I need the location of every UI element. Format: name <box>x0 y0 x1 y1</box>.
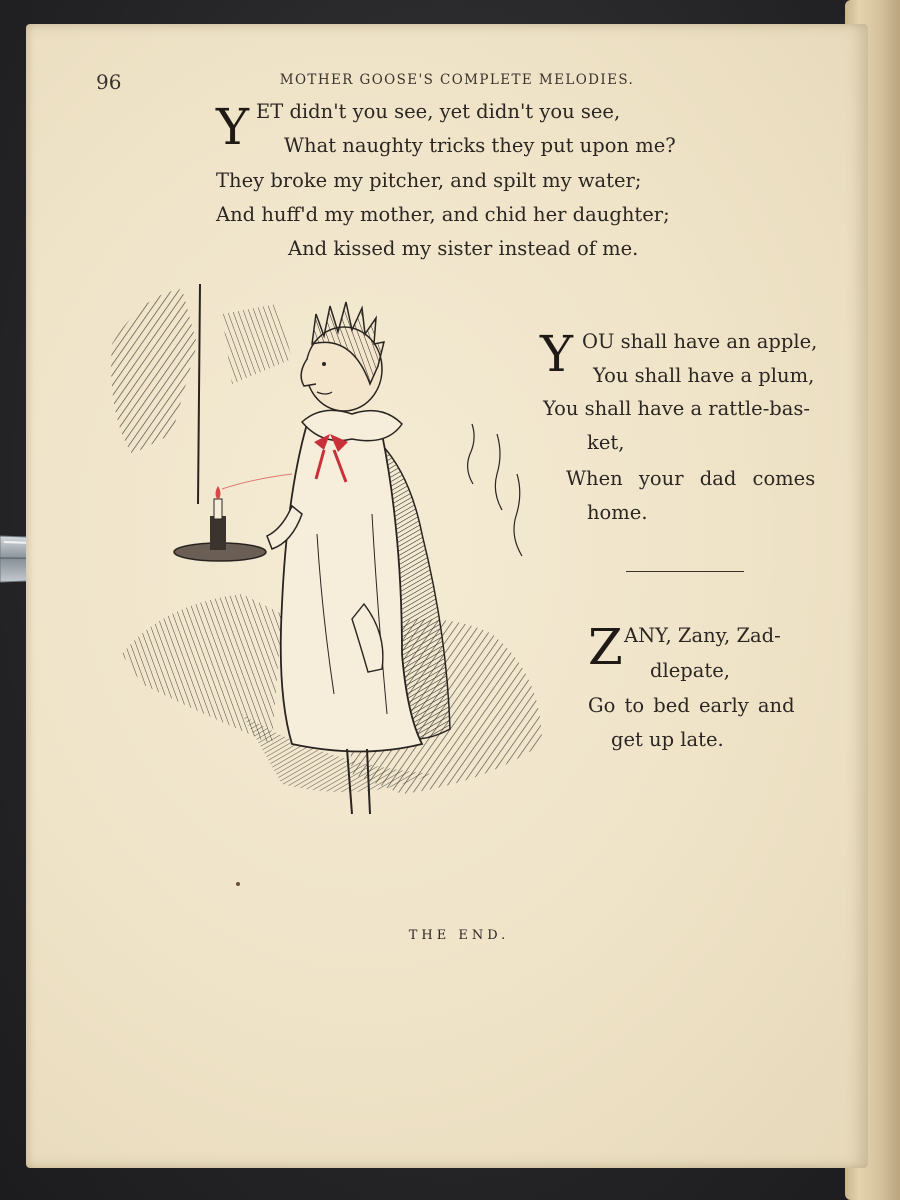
verse-line: ket, <box>587 431 625 454</box>
verse-line: get up late. <box>611 728 724 751</box>
verse-line: home. <box>587 501 648 524</box>
verse-line: And huff'd my mother, and chid her daughter; <box>216 203 670 226</box>
paper-speck <box>236 882 240 886</box>
verse-line: And kissed my sister instead of me. <box>288 237 639 260</box>
section-divider <box>626 571 744 572</box>
running-head: MOTHER GOOSE'S COMPLETE MELODIES. <box>279 72 635 88</box>
verse-line: OU shall have an apple, <box>582 330 818 353</box>
dropcap: Y <box>540 325 574 383</box>
verse-line: You shall have a plum, <box>593 364 815 387</box>
verse-line: When your dad comes <box>566 467 816 490</box>
dropcap: Y <box>216 98 250 156</box>
verse-line: ET didn't you see, yet didn't you see, <box>256 100 621 123</box>
the-end: THE END. <box>408 928 510 943</box>
boy-with-candle-illustration <box>102 274 562 814</box>
verse-line: ANY, Zany, Zad- <box>624 624 781 647</box>
page-number: 96 <box>96 70 122 94</box>
dropcap: Z <box>588 618 623 676</box>
verse-line: They broke my pitcher, and spilt my water; <box>216 169 642 192</box>
verse-line: Go to bed early and <box>588 694 795 717</box>
verse-line: What naughty tricks they put upon me? <box>284 134 676 157</box>
verse-line: dlepate, <box>650 659 730 682</box>
book-page <box>26 24 868 1168</box>
verse-line: You shall have a rattle-bas- <box>543 397 810 420</box>
